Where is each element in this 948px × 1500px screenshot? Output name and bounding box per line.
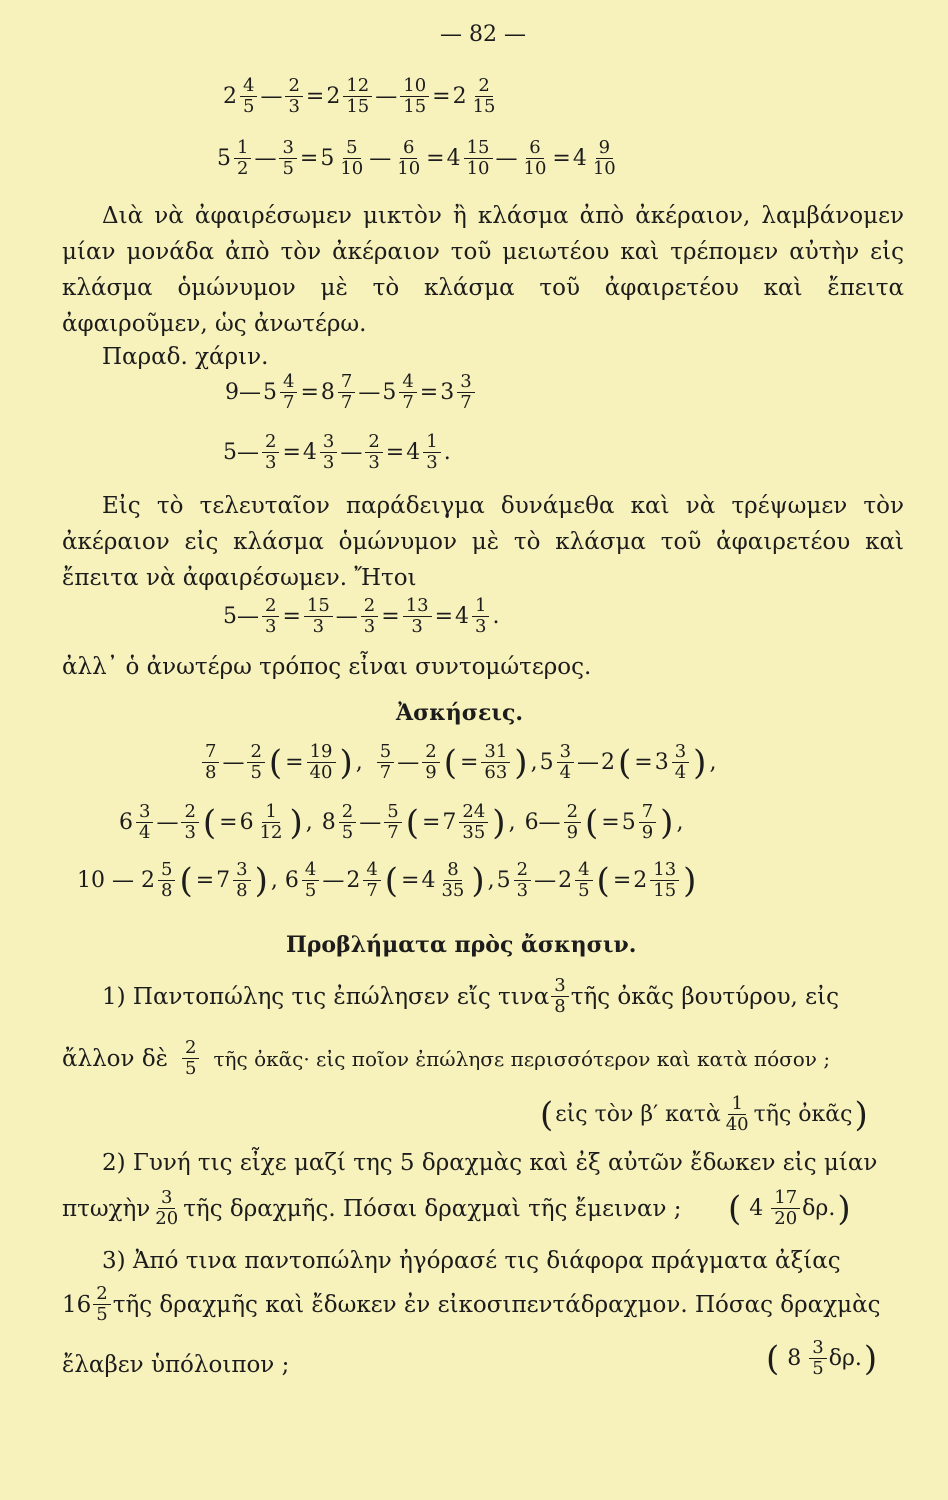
problem-3-line-1: 3) Ἀπό τινα παντοπώλην ἠγόρασέ τις διάφορα πράγματα ἀξίας — [102, 1248, 841, 1274]
problem-2-answer: ( 4 17 20 δρ. ) — [728, 1187, 851, 1229]
equation-3: 9— 5 $\frac{4}{7}$ = 8 7 7 — 5 $\frac{4}{7}$ = 3 3 7 — [224, 372, 477, 413]
paragraph-rule: Διὰ νὰ ἀφαιρέσωμεν μικτὸν ἢ κλάσμα ἀπὸ ἀκέραιον, λαμβάνομεν μίαν μονάδα ἀπὸ τὸν ἀκέραιον τοῦ μειωτέου καὶ τρέπομεν αὐτὴν εἰς κλάσμα ὁμώνυμον μὲ τὸ κλάσμα τοῦ ἀφαιρετέου καὶ ἔπειτα ἀφαιροῦμεν, ὡς ἀνωτέρω. — [62, 203, 904, 337]
equation-1: 2 4 5 — $\frac{2}{3}$ = 2 12 15 — $\frac{10}{15}$ = 2 2 15 — [223, 75, 496, 117]
equation-2: 5 1 2 — $\frac{3}{5}$ = 5 5 10 — $\frac{6}{10}$ = 4 15 10 — $\frac{6}{10}$ = 4 9 10 — [217, 137, 616, 179]
exercise-row-3: 10 — 2 5 8 ( = 7 3 8 ) , 6 4 5 — 2 4 7 ( = 4 8 35 ) , 5 2 3 — 2 4 5 ( = 2 13 15 ) — [77, 859, 697, 901]
problem-1-line-1: 1) Παντοπώλης τις ἐπώλησεν εἴς τινα 3 8 τῆς ὀκᾶς βουτύρου, εἰς — [102, 975, 839, 1017]
page-number: — 82 — — [440, 22, 526, 47]
exercise-row-2: 6 3 4 — 2 3 ( = 6 1 12 ) , 8 2 5 — 5 7 ( = 7 24 35 ) , 6— 2 9 ( = 5 7 9 ) , — [119, 801, 684, 843]
problem-1-line-2: ἄλλον δὲ 2 5 τῆς ὀκᾶς· εἰς ποῖον ἐπώλησε περισσότερον καὶ κατὰ πόσον ; — [62, 1037, 831, 1079]
example-label: Παραδ. χάριν. — [102, 344, 269, 370]
equation-4: 5— $\frac{2}{3}$ = 4 3 3 — $\frac{2}{3}$ = 4 1 3 . — [223, 431, 451, 473]
problems-heading: Προβλήματα πρὸς ἄσκησιν. — [286, 932, 637, 958]
paragraph-note: ἀλλ᾽ ὁ ἀνωτέρω τρόπος εἶναι συντομώτερος. — [62, 654, 592, 680]
equation-5: 5— $\frac{2}{3}$ = $\frac{15}{3}$ — $\frac{2}{3}$ = $\frac{13}{3}$ = 4 1 3 . — [223, 595, 500, 637]
problem-3-answer: ( 8 3 5 δρ. ) — [766, 1337, 878, 1379]
problem-1-answer: ( εἰς τὸν β′ κατὰ 1 40 τῆς ὀκᾶς ) — [540, 1093, 868, 1135]
exercises-heading: Ἀσκήσεις. — [396, 700, 524, 726]
paragraph-alt: Εἰς τὸ τελευταῖον παράδειγμα δυνάμεθα καὶ νὰ τρέψωμεν τὸν ἀκέραιον εἰς κλάσμα ὁμώνυμον μὲ τὸ κλάσμα τοῦ ἀφαιρετέου καὶ ἔπειτα νὰ ἀφαιρέσωμεν. Ἤτοι — [62, 493, 904, 591]
problem-2-line-2: πτωχὴν 3 20 τῆς δραχμῆς. Πόσαι δραχμαὶ τῆς ἔμειναν ; — [62, 1187, 682, 1229]
problem-3-line-3: ἔλαβεν ὑπόλοιπον ; — [62, 1352, 290, 1378]
problem-3-line-2: 16 2 5 τῆς δραχμῆς καὶ ἔδωκεν ἐν εἰκοσιπεντάδραχμον. Πόσας δραχμὰς — [62, 1283, 881, 1325]
exercise-row-1: 7 8 — 2 5 ( = $\frac{19}{40}$ ) , 5 7 — 2 9 ( = $\frac{31}{63}$ ) , 5 3 4 — 2 ( = 3 3 4 ) , — [200, 742, 717, 783]
problem-2-line-1: 2) Γυνή τις εἶχε μαζί της 5 δραχμὰς καὶ ἐξ αὐτῶν ἔδωκεν εἰς μίαν — [102, 1150, 878, 1176]
